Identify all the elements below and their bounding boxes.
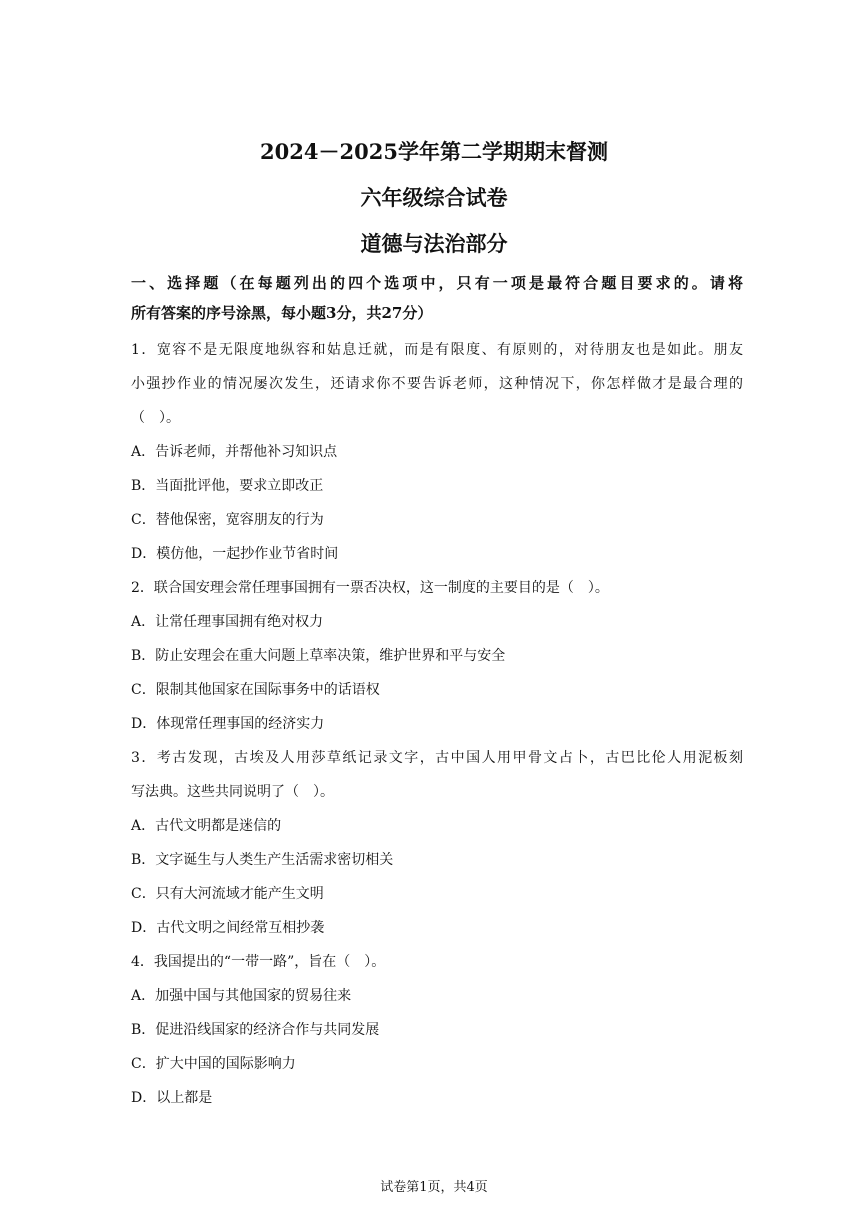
question-3-option-c: C．只有大河流域才能产生文明 (131, 886, 324, 902)
page-footer: 试卷第1页，共4页 (380, 1180, 488, 1195)
question-2-option-b: B．防止安理会在重大问题上草率决策，维护世界和平与安全 (131, 648, 506, 664)
question-1-option-d: D．模仿他，一起抄作业节省时间 (131, 546, 339, 562)
question-1-option-c: C．替他保密，宽容朋友的行为 (131, 512, 324, 528)
question-3-stem-line-1: 3．考古发现，古埃及人用莎草纸记录文字，古中国人用甲骨文占卜，古巴比伦人用泥板刻 (131, 750, 743, 766)
question-2-option-a: A．让常任理事国拥有绝对权力 (131, 614, 324, 630)
question-1-option-b: B．当面批评他，要求立即改正 (131, 478, 324, 494)
question-2-option-d: D．体现常任理事国的经济实力 (131, 716, 325, 732)
exam-title: 2024－2025学年第二学期期末督测 (260, 139, 608, 164)
question-4-option-b: B．促进沿线国家的经济合作与共同发展 (131, 1022, 380, 1038)
question-3-stem-line-2: 写法典。这些共同说明了（ ）。 (131, 784, 334, 800)
question-4-stem-line-1: 4．我国提出的“一带一路”，旨在（ ）。 (131, 954, 386, 970)
question-4-option-d: D．以上都是 (131, 1090, 213, 1106)
question-3-option-b: B．文字诞生与人类生产生活需求密切相关 (131, 852, 394, 868)
question-1-stem-line-2: 小强抄作业的情况屡次发生，还请求你不要告诉老师，这种情况下，你怎样做才是最合理的 (131, 376, 743, 392)
section-heading-line-2: 所有答案的序号涂黑，每小题3分，共27分） (131, 304, 433, 322)
section-heading (131, 268, 743, 328)
section-heading-line-1: 一、选择题（在每题列出的四个选项中，只有一项是最符合题目要求的。请将 (131, 274, 743, 292)
question-1-stem-line-3: （ ）。 (131, 410, 180, 426)
exam-part-title: 道德与法治部分 (360, 231, 508, 256)
question-3-option-a: A．古代文明都是迷信的 (131, 818, 282, 834)
question-3-option-d: D．古代文明之间经常互相抄袭 (131, 920, 325, 936)
question-1-option-a: A．告诉老师，并帮他补习知识点 (131, 444, 338, 460)
question-4-option-c: C．扩大中国的国际影响力 (131, 1056, 296, 1072)
question-1-stem-line-1: 1．宽容不是无限度地纵容和姑息迁就，而是有限度、有原则的，对待朋友也是如此。朋友 (131, 342, 743, 358)
exam-subtitle: 六年级综合试卷 (360, 185, 508, 210)
question-2-stem-line-1: 2．联合国安理会常任理事国拥有一票否决权，这一制度的主要目的是（ ）。 (131, 580, 609, 596)
question-2-option-c: C．限制其他国家在国际事务中的话语权 (131, 682, 380, 698)
question-4-option-a: A．加强中国与其他国家的贸易往来 (131, 988, 352, 1004)
